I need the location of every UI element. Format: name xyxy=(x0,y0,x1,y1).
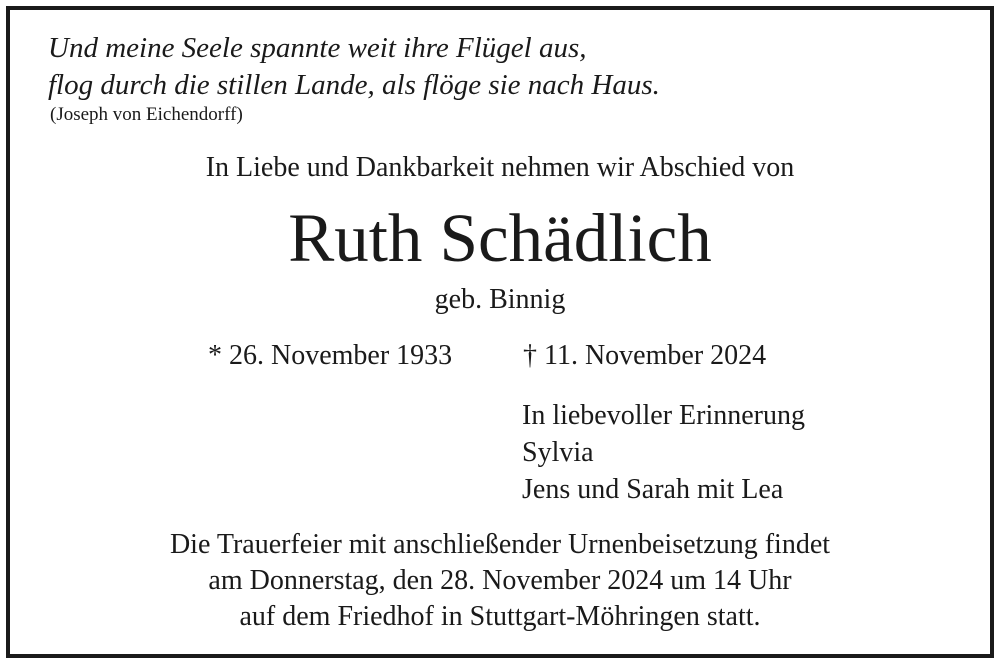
funeral-line-1: Die Trauerfeier mit anschließender Urnenbeisetzung findet xyxy=(169,529,831,560)
farewell-intro: In Liebe und Dankbarkeit nehmen wir Abschied von xyxy=(205,152,795,183)
poem-quote xyxy=(48,30,660,104)
death-date: † 11. November 2024 xyxy=(523,340,767,371)
poem-author: (Joseph von Eichendorff) xyxy=(50,104,243,125)
maiden-name: geb. Binnig xyxy=(434,284,566,315)
birth-date: * 26. November 1933 xyxy=(208,340,453,371)
deceased-name: Ruth Schädlich xyxy=(288,200,712,276)
mourners-block xyxy=(522,397,805,508)
funeral-details xyxy=(0,527,1000,635)
poem-line-2: flog durch die stillen Lande, als flöge sie nach Haus. xyxy=(48,69,660,101)
mourners-heading: In liebevoller Erinnerung xyxy=(522,400,806,431)
poem-line-1: Und meine Seele spannte weit ihre Flügel aus, xyxy=(48,32,587,64)
funeral-line-2: am Donnerstag, den 28. November 2024 um 14 Uhr xyxy=(208,565,792,596)
mourner-name: Sylvia xyxy=(522,437,594,468)
mourner-name: Jens und Sarah mit Lea xyxy=(522,474,784,505)
funeral-line-3: auf dem Friedhof in Stuttgart-Möhringen statt. xyxy=(239,601,761,632)
